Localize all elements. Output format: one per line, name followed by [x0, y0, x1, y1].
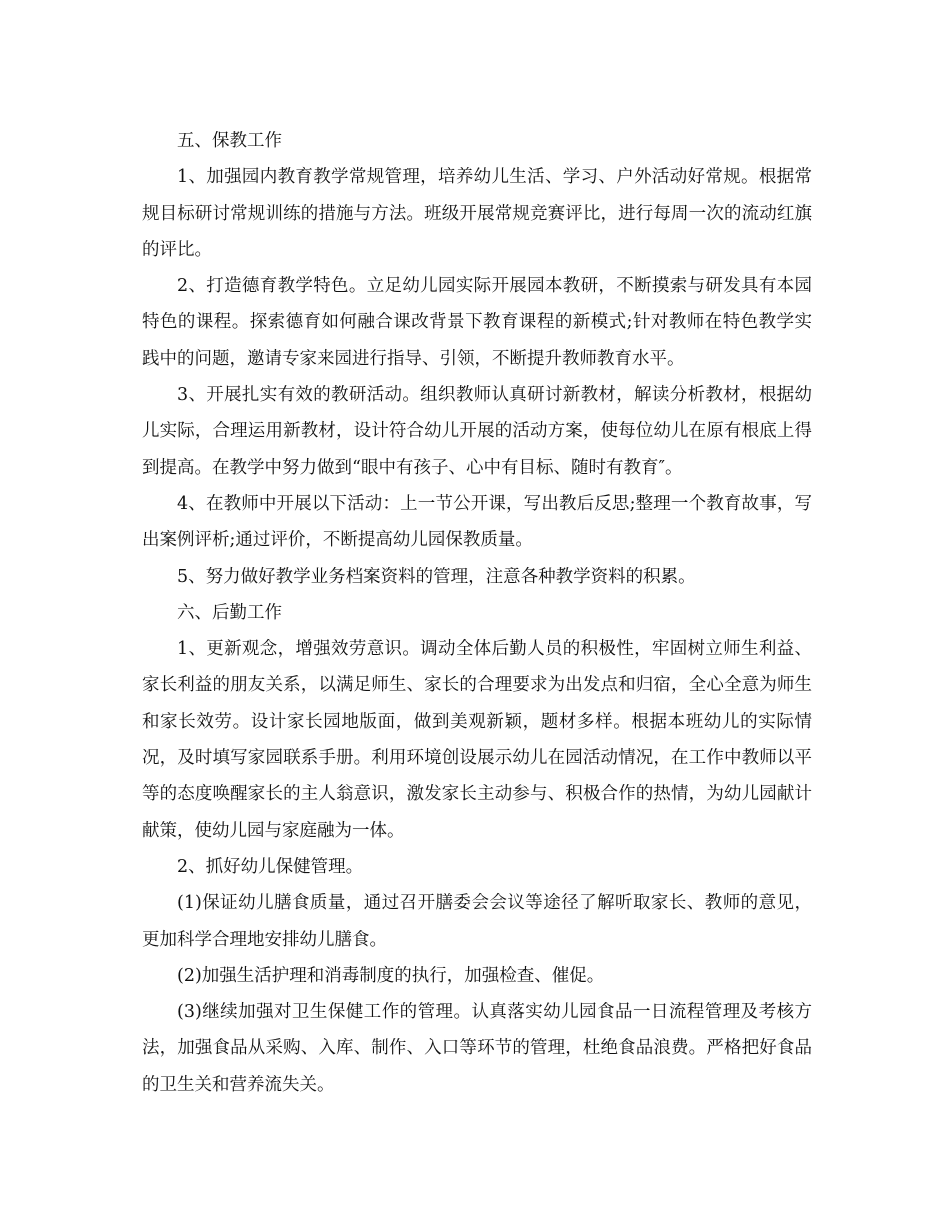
- paragraph: 1、更新观念，增强效劳意识。调动全体后勤人员的积极性，牢固树立师生利益、家长利益的朋友关系，以满足师生、家长的合理要求为出发点和归宿，全心全意为师生和家长效劳。设计家长园地版面，做到美观新颖，题材多样。根据本班幼儿的实际情况，及时填写家园联系手册。利用环境创设展示幼儿在园活动情况，在工作中教师以平等的态度唤醒家长的主人翁意识，激发家长主动参与、积极合作的热情，为幼儿园献计献策，使幼儿园与家庭融为一体。: [142, 639, 812, 841]
- document-body: [142, 123, 812, 1103]
- paragraph: (2)加强生活护理和消毒制度的执行，加强检查、催促。: [177, 965, 605, 986]
- section-heading-houqin: 六、后勤工作: [177, 602, 282, 623]
- paragraph: 1、加强园内教育教学常规管理，培养幼儿生活、学习、户外活动好常规。根据常规目标研讨常规训练的措施与方法。班级开展常规竞赛评比，进行每周一次的流动红旗的评比。: [142, 167, 812, 260]
- paragraph: (3)继续加强对卫生保健工作的管理。认真落实幼儿园食品一日流程管理及考核方法，加强食品从采购、入库、制作、入口等环节的管理，杜绝食品浪费。严格把好食品的卫生关和营养流失关。: [142, 1002, 812, 1095]
- paragraph: (1)保证幼儿膳食质量，通过召开膳委会会议等途径了解听取家长、教师的意见，更加科学合理地安排幼儿膳食。: [142, 893, 812, 950]
- paragraph: 5、努力做好教学业务档案资料的管理，注意各种教学资料的积累。: [177, 566, 696, 587]
- section-heading-baojiao: 五、保教工作: [177, 131, 282, 151]
- paragraph: 4、在教师中开展以下活动：上一节公开课，写出教后反思;整理一个教育故事，写出案例评析;通过评价，不断提高幼儿园保教质量。: [142, 493, 812, 551]
- paragraph: 2、打造德育教学特色。立足幼儿园实际开展园本教研，不断摸索与研发具有本园特色的课程。探索德育如何融合课改背景下教育课程的新模式;针对教师在特色教学实践中的问题，邀请专家来园进行指导、引领，不断提升教师教育水平。: [142, 276, 812, 369]
- paragraph: 2、抓好幼儿保健管理。: [177, 856, 364, 877]
- paragraph: 3、开展扎实有效的教研活动。组织教师认真研讨新教材，解读分析教材，根据幼儿实际，合理运用新教材，设计符合幼儿开展的活动方案，使每位幼儿在原有根底上得到提高。在教学中努力做到“眼中有孩子、心中有目标、随时有教育″。: [142, 385, 812, 478]
